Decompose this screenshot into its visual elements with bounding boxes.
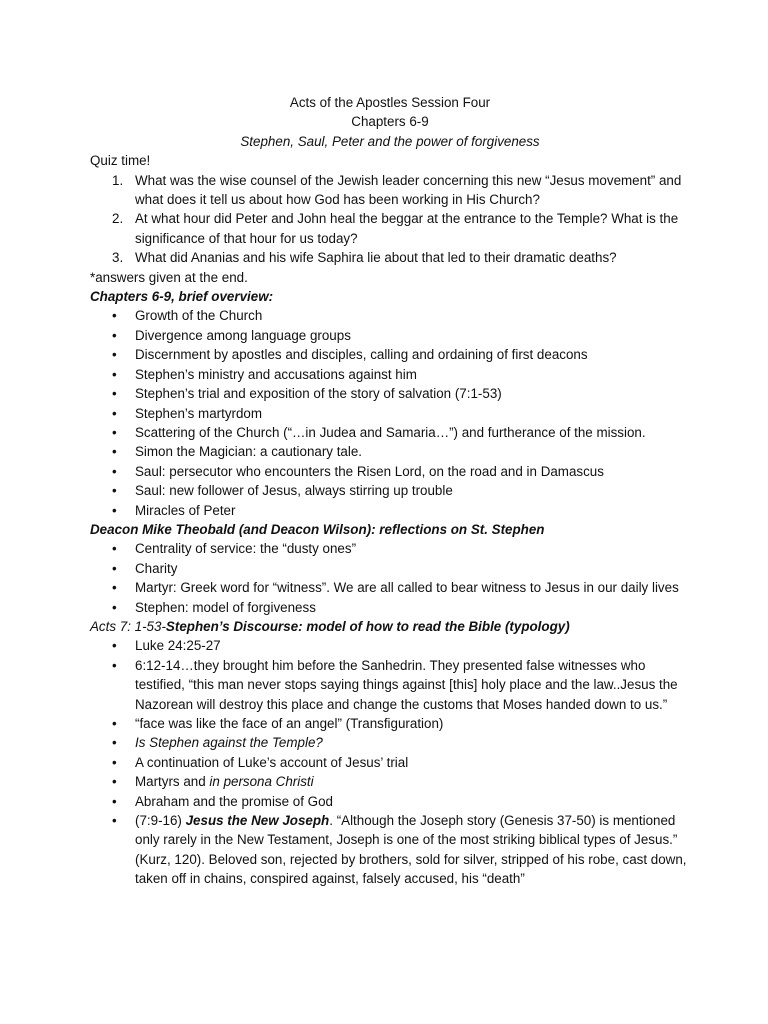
list-item-text: Saul: new follower of Jesus, always stirring up trouble (135, 483, 453, 499)
bullet-icon: • (112, 347, 117, 363)
list-item-text: Discernment by apostles and disciples, calling and ordaining of first deacons (135, 347, 588, 363)
bullet-icon: • (112, 716, 117, 731)
latin-phrase: in persona Christi (209, 774, 314, 790)
list-item (90, 811, 690, 889)
list-item (90, 365, 690, 384)
list-item (90, 326, 690, 345)
quiz-question (90, 171, 690, 210)
list-item-text: Centrality of service: the “dusty ones” (135, 541, 357, 557)
list-item (90, 559, 690, 578)
question-number: 2. (112, 211, 124, 227)
quiz-label: Quiz time! (90, 153, 151, 169)
joseph-text: . “Although the Joseph story (Genesis 37-50) is mentioned only rarely in the New Testament, Joseph is one of the most striking biblical types of Jesus.” (Kurz, 120). Beloved son, rejected by brothers, sold for silver, stripped of his robe, cast down, taken off in chains, conspired against, falsely accused, his “death” (135, 813, 687, 887)
bullet-icon: • (112, 386, 117, 402)
list-item (90, 501, 690, 520)
overview-list (90, 306, 690, 519)
bullet-icon: • (112, 638, 117, 654)
question-number: 3. (112, 250, 124, 266)
list-item-text: Martyrs and (135, 774, 210, 790)
list-item (90, 462, 690, 481)
quiz-question (90, 209, 690, 248)
list-item-text: Abraham and the promise of God (135, 793, 333, 809)
bullet-icon: • (112, 444, 117, 460)
bullet-icon: • (112, 541, 117, 557)
list-item-text: Scattering of the Church (“…in Judea and Samaria…”) and furtherance of the mission. (135, 424, 646, 440)
list-item-text: Is Stephen against the Temple? (135, 735, 323, 751)
list-item (90, 442, 690, 461)
bullet-icon: • (112, 580, 117, 596)
list-item-text: Stephen’s martyrdom (135, 405, 263, 421)
list-item (90, 404, 690, 423)
bullet-icon: • (112, 735, 117, 751)
discourse-list (90, 636, 690, 888)
list-item (90, 792, 690, 811)
list-item-text: Simon the Magician: a cautionary tale. (135, 444, 363, 460)
question-text: At what hour did Peter and John heal the beggar at the entrance to the Temple? What is the significance of that hour for us today? (135, 211, 679, 246)
list-item (90, 306, 690, 325)
list-item-text: Martyr: Greek word for “witness”. We are all called to bear witness to Jesus in our daily lives (135, 580, 679, 596)
list-item-text: Stephen: model of forgiveness (135, 599, 316, 615)
bullet-icon: • (112, 502, 117, 518)
bullet-icon: • (112, 483, 117, 499)
list-item-text: Stephen’s trial and exposition of the story of salvation (7:1-53) (135, 386, 502, 402)
quiz-question (90, 248, 690, 267)
question-number: 1. (112, 172, 124, 188)
bullet-icon: • (112, 327, 117, 343)
quiz-list (90, 171, 690, 268)
list-item (90, 578, 690, 597)
document-page (90, 93, 690, 889)
list-item (90, 598, 690, 617)
joseph-reference: (7:9-16) (135, 813, 186, 829)
bullet-icon: • (112, 308, 117, 324)
list-item (90, 481, 690, 500)
bullet-icon: • (112, 657, 117, 673)
list-item (90, 656, 690, 714)
bullet-icon: • (112, 599, 117, 615)
discourse-reference: Acts 7: 1-53- (90, 618, 166, 634)
list-item-text: Luke 24:25-27 (135, 638, 221, 654)
list-item (90, 714, 690, 733)
list-item-text: A continuation of Luke’s account of Jesus’ trial (135, 754, 409, 770)
list-item-text: Growth of the Church (135, 308, 263, 324)
discourse-title: Stephen’s Discourse: model of how to read the Bible (typology) (165, 618, 570, 634)
answers-note: *answers given at the end. (90, 269, 248, 285)
list-item-text: Divergence among language groups (135, 327, 351, 343)
deacon-list (90, 539, 690, 617)
list-item-text: Stephen’s ministry and accusations against him (135, 366, 417, 382)
question-text: What did Ananias and his wife Saphira lie about that led to their dramatic deaths? (135, 250, 617, 266)
list-item-text: Saul: persecutor who encounters the Risen Lord, on the road and in Damascus (135, 463, 604, 479)
list-item-text: 6:12-14…they brought him before the Sanhedrin. They presented false witnesses who testified, “this man never stops saying things against [this] holy place and the law..Jesus the Nazorean will destroy this place and change the customs that Moses handed down to us.” (135, 657, 678, 712)
bullet-icon: • (112, 560, 117, 576)
list-item (90, 345, 690, 364)
bullet-icon: • (112, 463, 117, 479)
bullet-icon: • (112, 366, 117, 382)
bullet-icon: • (112, 405, 117, 421)
list-item-text: “face was like the face of an angel” (Transfiguration) (135, 716, 444, 731)
document-title: Acts of the Apostles Session Four (289, 95, 491, 110)
list-item (90, 423, 690, 442)
joseph-title: Jesus the New Joseph (185, 813, 330, 829)
bullet-icon: • (112, 793, 117, 809)
list-item (90, 539, 690, 558)
list-item (90, 733, 690, 752)
discourse-heading (90, 617, 690, 636)
chapters-line: Chapters 6-9 (351, 114, 429, 130)
document-subtitle: Stephen, Saul, Peter and the power of forgiveness (240, 133, 540, 149)
question-text: What was the wise counsel of the Jewish leader concerning this new “Jesus movement” and what does it tell us about how God has been working in His Church? (135, 172, 682, 208)
list-item-text: Charity (135, 560, 178, 576)
bullet-icon: • (112, 424, 117, 440)
list-item (90, 636, 690, 655)
list-item (90, 384, 690, 403)
bullet-icon: • (112, 813, 117, 829)
list-item (90, 753, 690, 772)
overview-heading: Chapters 6-9, brief overview: (90, 289, 274, 305)
deacon-heading: Deacon Mike Theobald (and Deacon Wilson): reflections on St. Stephen (90, 521, 545, 537)
bullet-icon: • (112, 774, 117, 790)
list-item (90, 772, 690, 791)
bullet-icon: • (112, 754, 117, 770)
list-item-text: Miracles of Peter (135, 502, 236, 518)
